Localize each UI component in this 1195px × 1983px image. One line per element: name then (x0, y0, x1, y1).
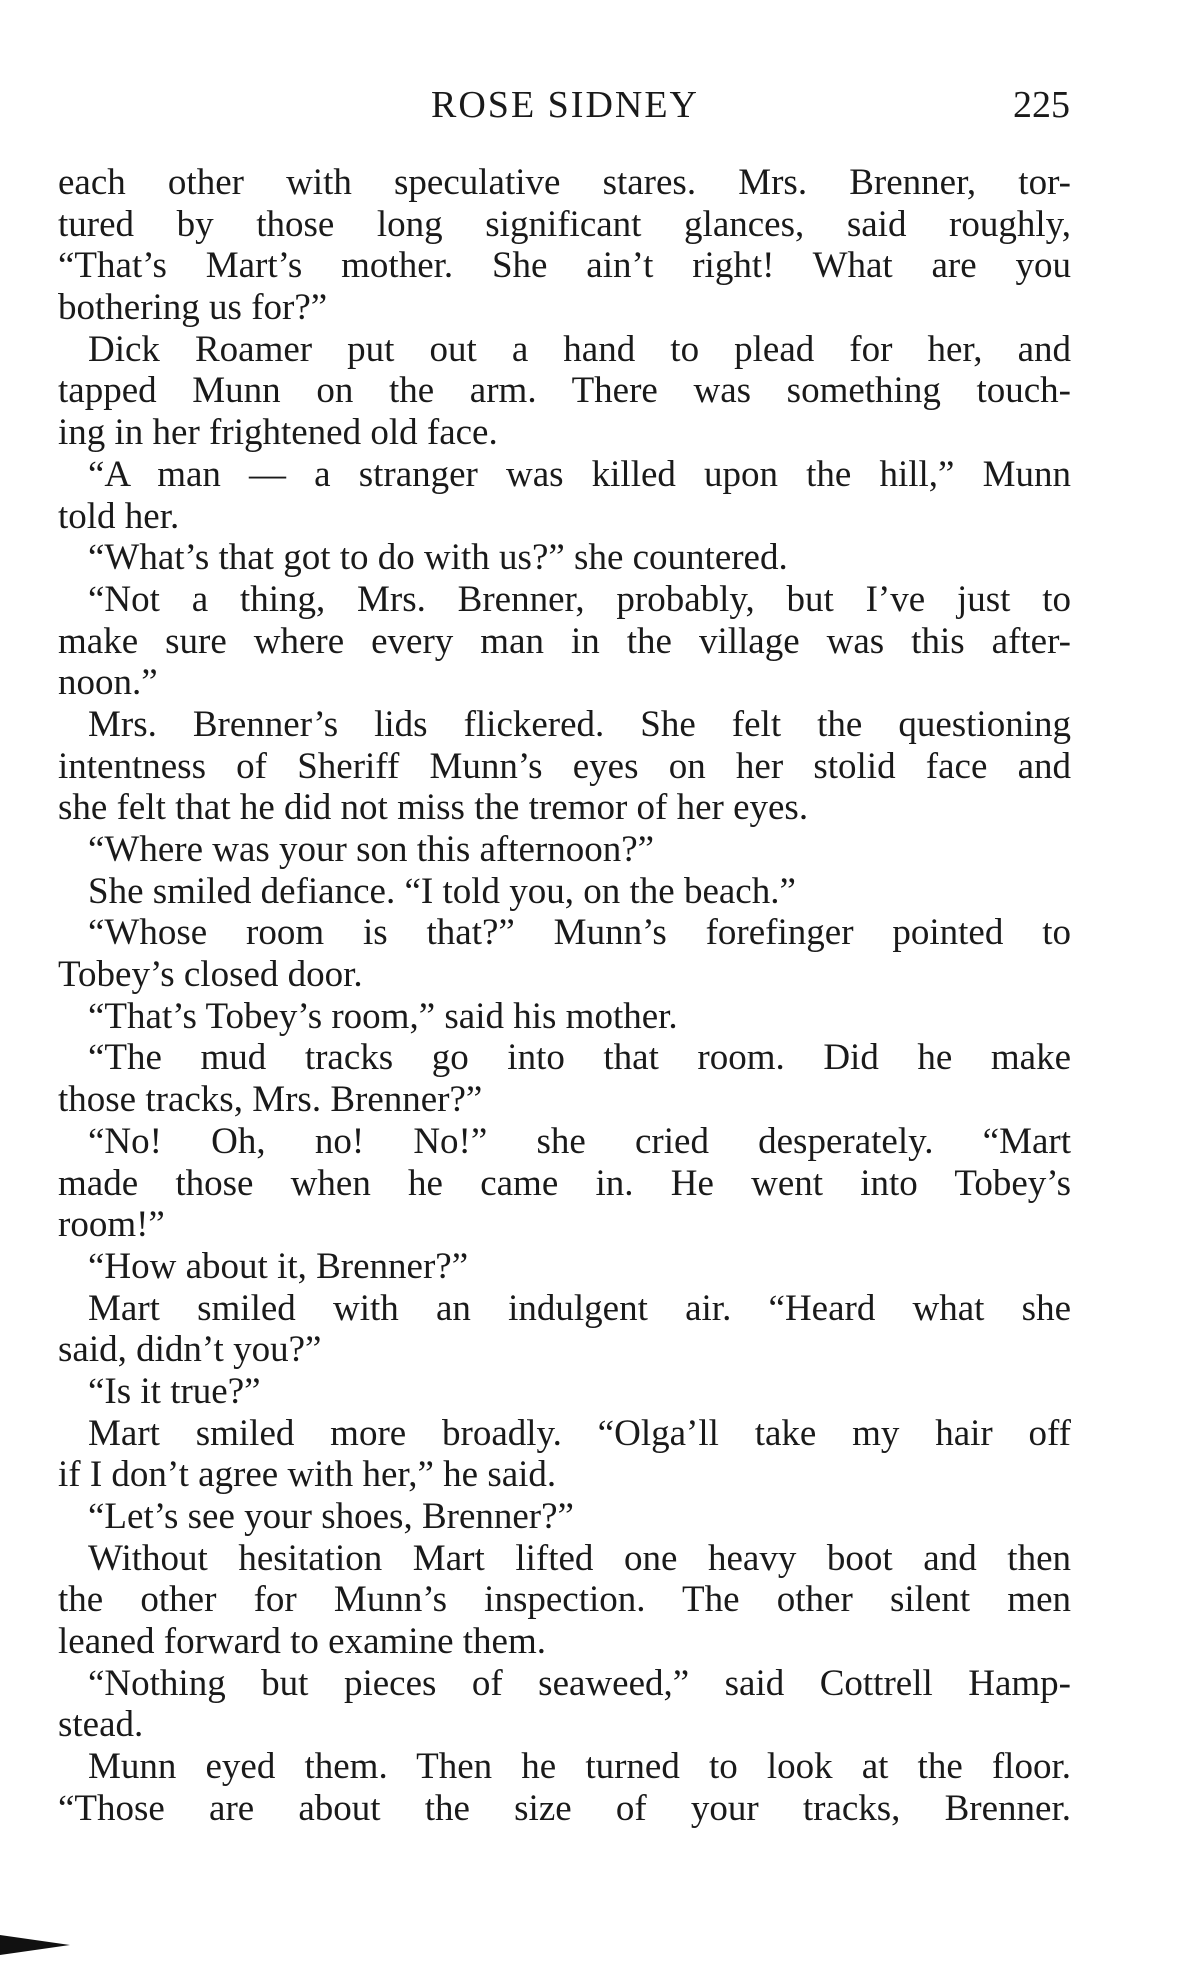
text-line: bothering us for?” (58, 287, 328, 329)
text-line: “Whose room is that?” Munn’s forefinger pointed to (88, 912, 1071, 954)
running-head (60, 80, 1070, 130)
text-line: “Those are about the size of your tracks, Brenner. (58, 1787, 1071, 1829)
text-line: Munn eyed them. Then he turned to look at the floor. (88, 1746, 1071, 1788)
text-line: “Not a thing, Mrs. Brenner, probably, but I’ve just to (88, 578, 1071, 620)
text-line: “How about it, Brenner?” (88, 1245, 469, 1287)
text-line: tured by those long significant glances, said roughly, (58, 203, 1071, 245)
text-line: made those when he came in. He went into Tobey’s (58, 1162, 1071, 1204)
text-line: “Is it true?” (88, 1370, 261, 1412)
text-line: Mart smiled with an indulgent air. “Heard what she (88, 1287, 1071, 1329)
text-line: told her. (58, 495, 180, 537)
text-line: make sure where every man in the village was this after- (58, 620, 1071, 662)
text-line: “A man — a stranger was killed upon the hill,” Munn (88, 453, 1071, 495)
text-line: Tobey’s closed door. (58, 954, 363, 996)
running-title: ROSE SIDNEY (431, 84, 699, 126)
text-line: “Nothing but pieces of seaweed,” said Cottrell Hamp- (88, 1662, 1071, 1704)
text-line: “Where was your son this afternoon?” (88, 829, 655, 870)
text-line: “The mud tracks go into that room. Did he make (88, 1037, 1071, 1079)
text-line: tapped Munn on the arm. There was something touch- (58, 370, 1071, 412)
body-text (58, 162, 1071, 1830)
text-line: those tracks, Mrs. Brenner?” (58, 1079, 483, 1121)
text-line: “That’s Mart’s mother. She ain’t right! What are you (58, 245, 1071, 287)
text-line: Dick Roamer put out a hand to plead for her, and (88, 328, 1071, 370)
text-line: stead. (58, 1704, 144, 1746)
text-line: Without hesitation Mart lifted one heavy boot and then (88, 1537, 1071, 1579)
text-line: if I don’t agree with her,” he said. (58, 1454, 557, 1496)
text-line: ing in her frightened old face. (58, 412, 498, 454)
text-line: Mrs. Brenner’s lids flickered. She felt the questioning (88, 703, 1071, 745)
text-line: Mart smiled more broadly. “Olga’ll take my hair off (88, 1412, 1071, 1454)
text-line: She smiled defiance. “I told you, on the beach.” (88, 870, 796, 912)
text-line: room!” (58, 1204, 165, 1246)
text-line: the other for Munn’s inspection. The other silent men (58, 1579, 1071, 1621)
text-line: “What’s that got to do with us?” she countered. (88, 537, 788, 579)
text-line: she felt that he did not miss the tremor of her eyes. (58, 787, 809, 829)
page-edge-mark (0, 1935, 70, 1955)
page-number: 225 (1013, 84, 1070, 126)
text-line: said, didn’t you?” (58, 1329, 322, 1371)
text-line: each other with speculative stares. Mrs. Brenner, tor- (58, 162, 1071, 203)
text-line: intentness of Sheriff Munn’s eyes on her stolid face and (58, 745, 1071, 787)
text-line: “Let’s see your shoes, Brenner?” (88, 1496, 574, 1537)
text-line: “No! Oh, no! No!” she cried desperately. “Mart (88, 1120, 1071, 1162)
text-line: leaned forward to examine them. (58, 1621, 546, 1663)
text-line: “That’s Tobey’s room,” said his mother. (88, 995, 678, 1037)
text-line: noon.” (58, 662, 158, 704)
